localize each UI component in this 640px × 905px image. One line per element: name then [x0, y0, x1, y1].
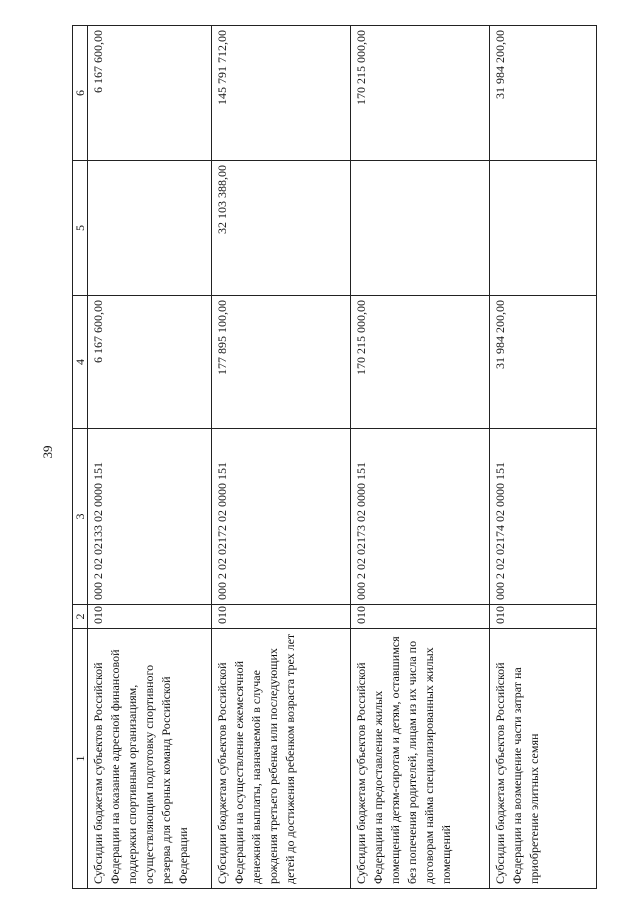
table-row	[351, 26, 490, 889]
column-header-5: 5	[73, 161, 88, 296]
table-header-row	[73, 26, 88, 889]
column-header-4: 4	[73, 296, 88, 429]
subsidy-name: Субсидии бюджетам субъектов Российской Федерации на оказание адресной финансовой поддержки спортивным организациям, осуществляющим подготовку спортивного резерва для сборных команд Российской Федерации	[88, 629, 212, 889]
admin-code: 010	[351, 605, 490, 629]
amount-col-5	[88, 161, 212, 296]
budget-table	[72, 25, 597, 889]
table-row	[88, 26, 212, 889]
budget-classification-code: 000 2 02 02173 02 0000 151	[351, 429, 490, 605]
amount-col-4: 31 984 200,00	[490, 296, 597, 429]
page-number: 39	[40, 445, 55, 459]
column-header-2: 2	[73, 605, 88, 629]
amount-col-5: 32 103 388,00	[212, 161, 351, 296]
column-header-3: 3	[73, 429, 88, 605]
amount-col-4: 177 895 100,00	[212, 296, 351, 429]
budget-classification-code: 000 2 02 02133 02 0000 151	[88, 429, 212, 605]
column-header-1: 1	[73, 629, 88, 889]
admin-code: 010	[490, 605, 597, 629]
amount-col-5	[490, 161, 597, 296]
amount-col-6: 31 984 200,00	[490, 26, 597, 161]
table-row	[212, 26, 351, 889]
table-row	[490, 26, 597, 889]
admin-code: 010	[88, 605, 212, 629]
admin-code: 010	[212, 605, 351, 629]
subsidy-name: Субсидии бюджетам субъектов Российской Федерации на осуществление ежемесячной денежной выплаты, назначаемой в случае рождения третьего ребенка или последующих детей до достижения ребенком возраста трех лет	[212, 629, 351, 889]
amount-col-6: 6 167 600,00	[88, 26, 212, 161]
amount-col-6: 145 791 712,00	[212, 26, 351, 161]
amount-col-5	[351, 161, 490, 296]
amount-col-6: 170 215 000,00	[351, 26, 490, 161]
amount-col-4: 6 167 600,00	[88, 296, 212, 429]
amount-col-4: 170 215 000,00	[351, 296, 490, 429]
budget-classification-code: 000 2 02 02174 02 0000 151	[490, 429, 597, 605]
subsidy-name: Субсидии бюджетам субъектов Российской Федерации на предоставление жилых помещений детям-сиротам и детям, оставшимся без попечения родителей, лицам из их числа по договорам найма специализированных жилых помещений	[351, 629, 490, 889]
subsidy-name: Субсидии бюджетам субъектов Российской Федерации на возмещение части затрат на приобретение элитных семян	[490, 629, 597, 889]
column-header-6: 6	[73, 26, 88, 161]
budget-classification-code: 000 2 02 02172 02 0000 151	[212, 429, 351, 605]
